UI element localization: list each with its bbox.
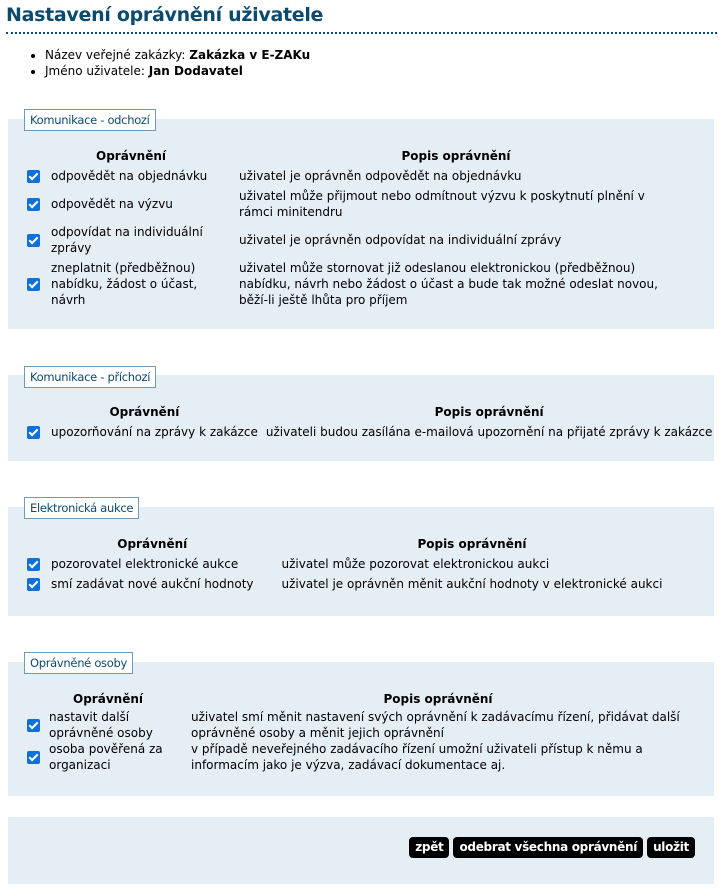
remove-all-permissions-button[interactable]: odebrat všechna oprávnění <box>453 837 643 858</box>
table-row <box>27 574 666 594</box>
permissions-table <box>27 404 716 442</box>
permissions-table <box>27 148 677 310</box>
column-header-description: Popis oprávnění <box>383 692 493 706</box>
save-button[interactable]: uložit <box>647 837 695 858</box>
back-button[interactable]: zpět <box>409 837 449 858</box>
permission-description: uživatel je oprávněn odpovědět na objednávku <box>239 169 522 183</box>
column-header-permission: Oprávnění <box>96 149 166 163</box>
permission-label: zneplatnit (předběžnou) nabídku, žádost o účast, návrh <box>51 261 198 307</box>
permission-label: smí zadávat nové aukční hodnoty <box>51 577 254 591</box>
permission-checkbox[interactable] <box>27 719 40 732</box>
permission-checkbox[interactable] <box>27 170 40 183</box>
permission-label: odpovědět na výzvu <box>51 197 173 211</box>
info-item-tender <box>45 47 310 63</box>
title-divider <box>6 32 717 34</box>
table-row <box>27 166 677 186</box>
permission-label: upozorňování na zprávy k zakázce <box>51 425 258 439</box>
permission-description: uživatel je oprávněn odpovídat na individuální zprávy <box>239 233 562 247</box>
section-legend: Oprávněné osoby <box>24 652 133 674</box>
table-row <box>27 554 666 574</box>
section-legend: Elektronická aukce <box>24 497 139 519</box>
permission-description: uživateli budou zasílána e-mailová upozornění na přijaté zprávy k zakázce <box>265 425 713 439</box>
table-row <box>27 741 687 773</box>
section-legend: Komunikace - příchozí <box>24 366 156 388</box>
permission-description: uživatel může stornovat již odeslanou elektronickou (předběžnou) nabídku, návrh nebo žádost o účast a bude tak možné odeslat novou, běží-li ještě lhůta pro příjem <box>239 261 658 307</box>
info-value: Zakázka v E-ZAKu <box>189 48 311 62</box>
table-row <box>27 709 687 741</box>
section-legend: Komunikace - odchozí <box>24 109 156 131</box>
info-list <box>28 47 310 79</box>
permission-checkbox[interactable] <box>27 558 40 571</box>
permission-checkbox[interactable] <box>27 751 40 764</box>
permission-label: pozorovatel elektronické aukce <box>51 557 239 571</box>
button-group <box>405 837 695 858</box>
table-row <box>27 186 677 222</box>
page-title: Nastavení oprávnění uživatele <box>6 4 324 26</box>
permission-description: uživatel smí měnit nastavení svých oprávnění k zadávacímu řízení, přidávat další oprávněné osoby a měnit jejich oprávnění <box>191 710 680 740</box>
column-header-description: Popis oprávnění <box>401 149 511 163</box>
column-header-permission: Oprávnění <box>73 692 143 706</box>
permission-label: osoba pověřená za organizaci <box>49 742 163 772</box>
column-header-permission: Oprávnění <box>117 537 188 551</box>
info-value: Jan Dodavatel <box>148 64 243 78</box>
permission-description: v případě neveřejného zadávacího řízení umožní uživateli přístup k němu a informacím jako je výzva, zadávací dokumentace aj. <box>191 742 643 772</box>
permission-description: uživatel může přijmout nebo odmítnout výzvu k poskytnutí plnění v rámci minitendru <box>239 189 645 219</box>
permission-description: uživatel je oprávněn měnit aukční hodnoty v elektronické aukci <box>281 577 663 591</box>
permission-checkbox[interactable] <box>27 234 40 247</box>
info-item-user <box>45 63 310 79</box>
table-header <box>27 536 666 554</box>
info-label: Jméno uživatele: <box>45 64 149 78</box>
permission-label: nastavit další oprávněné osoby <box>49 710 153 740</box>
column-header-permission: Oprávnění <box>109 405 180 419</box>
permissions-table <box>27 536 666 594</box>
column-header-description: Popis oprávnění <box>434 405 544 419</box>
permission-checkbox[interactable] <box>27 278 40 291</box>
info-label: Název veřejné zakázky: <box>45 48 190 62</box>
permission-label: odpovědět na objednávku <box>51 169 208 183</box>
table-row <box>27 258 677 310</box>
permission-checkbox[interactable] <box>27 198 40 211</box>
table-header <box>27 404 716 422</box>
permission-checkbox[interactable] <box>27 426 40 439</box>
permissions-table <box>27 691 687 773</box>
action-bar <box>8 817 714 884</box>
table-header <box>27 691 687 709</box>
permission-description: uživatel může pozorovat elektronickou aukci <box>281 557 550 571</box>
permission-label: odpovídat na individuální zprávy <box>51 225 203 255</box>
column-header-description: Popis oprávnění <box>417 537 527 551</box>
table-header <box>27 148 677 166</box>
table-row <box>27 422 716 442</box>
table-row <box>27 222 677 258</box>
permission-checkbox[interactable] <box>27 578 40 591</box>
